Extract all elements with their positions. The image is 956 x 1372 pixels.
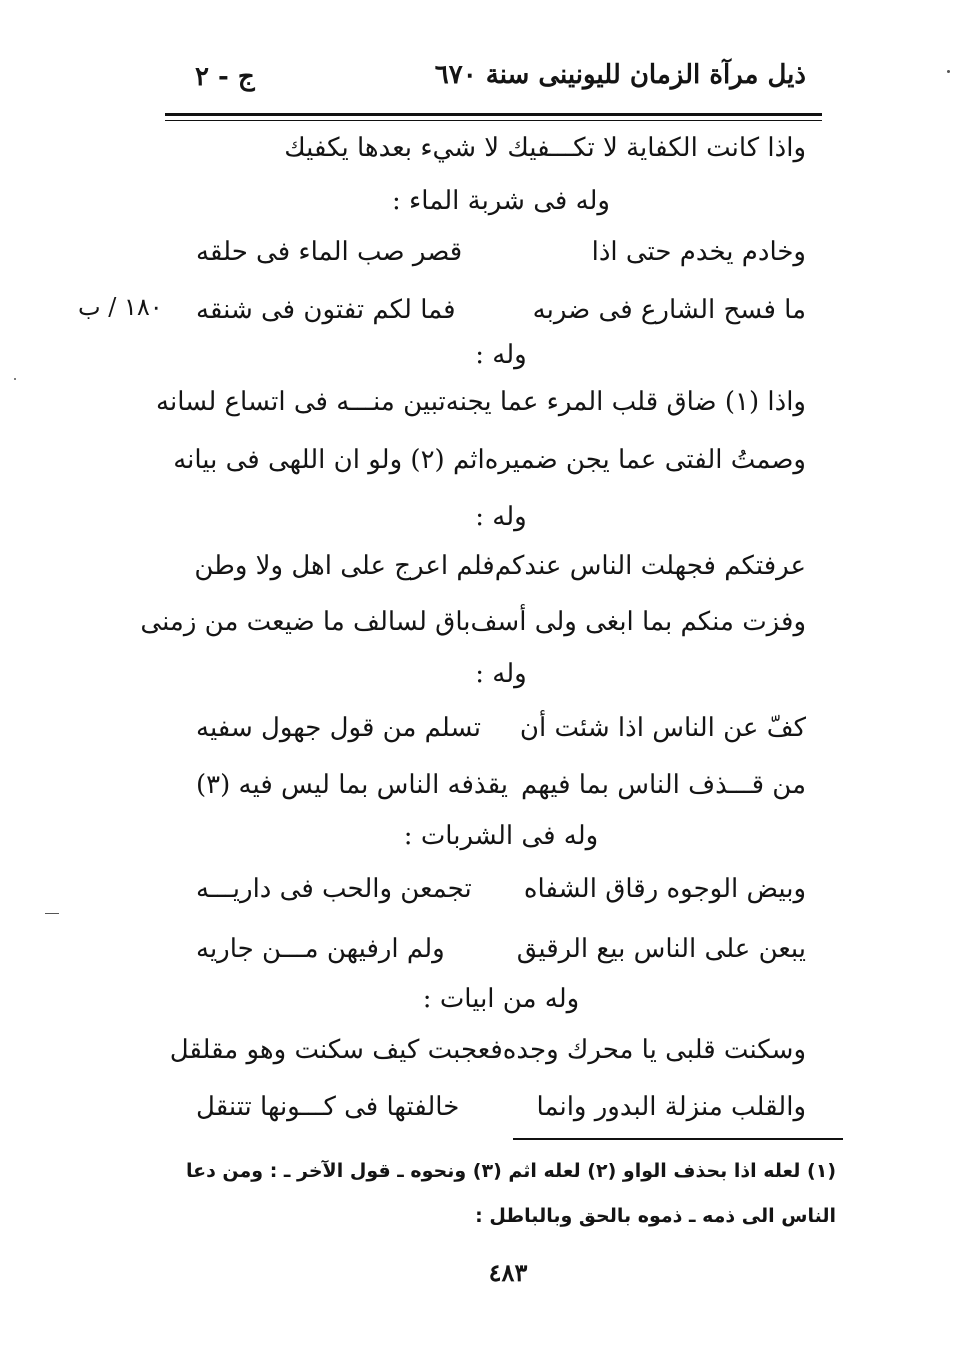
verse-line xyxy=(140,605,806,639)
verse-second-hemistich: تجمعن والحب فى داريـــه xyxy=(196,874,472,904)
footnote-line: (١) لعله اذا بحذف الواو (٢) لعله اثم (٣) ونحوه ـ قول الآخر ـ : ومن دعا xyxy=(185,1160,836,1182)
footnote-rule xyxy=(513,1138,843,1140)
verse-second-hemistich: اثم (٢) ولو ان اللهى فى بيانه xyxy=(173,445,485,475)
verse-line xyxy=(196,235,806,269)
verse-line xyxy=(196,711,806,745)
verse-first-hemistich: وسكنت قلبى يا محرك وجده xyxy=(502,1035,806,1065)
verse-second-hemistich: يقذفه الناس بما ليس فيه (٣) xyxy=(196,770,508,800)
section-heading: وله : xyxy=(475,340,527,370)
verse-first-hemistich: وفزت منكم بما ابغى ولى أسف xyxy=(470,607,806,637)
verse-second-hemistich: فما لكم تفتون فى شنقه xyxy=(196,295,456,325)
scan-speck xyxy=(45,913,59,914)
verse-first-hemistich: كفّ عن الناس اذا شئت أن xyxy=(519,713,806,743)
verse-first-hemistich: ما فسح الشارع فى ضربه xyxy=(532,295,806,325)
verse-line xyxy=(196,293,806,327)
verse-line xyxy=(196,768,806,802)
verse-second-hemistich: قصر صب الماء فى حلقه xyxy=(196,237,463,267)
section-heading: وله فى شربة الماء : xyxy=(392,186,610,216)
verse-second-hemistich: فلم اعرج على اهل ولا وطن xyxy=(194,551,495,581)
verse-second-hemistich: خالفتها فى كـــونها تتنقل xyxy=(196,1092,460,1122)
section-heading: وله من ابيات : xyxy=(422,984,580,1014)
verse-line xyxy=(156,385,806,419)
verse-second-hemistich: باق لسالف ما ضيعت من زمنى xyxy=(140,607,471,637)
header-rule xyxy=(165,113,822,116)
verse-line xyxy=(196,932,806,966)
verse-line xyxy=(173,443,806,477)
verse-first-hemistich: والقلب منزلة البدور وانما xyxy=(536,1092,806,1122)
volume-label: ج - ٢ xyxy=(195,62,255,92)
verse-first-hemistich: واذا (١) ضاق قلب المرء عما يجنه xyxy=(445,387,806,417)
verse-first-hemistich: عرفتكم فجهلت الناس عندكم xyxy=(494,551,806,581)
section-heading: وله فى الشربات : xyxy=(403,821,599,851)
verse-line xyxy=(196,872,806,906)
verse-second-hemistich: تبين منـــه فى اتساع لسانه xyxy=(156,387,446,417)
verse-line xyxy=(196,549,806,583)
verse-first-hemistich: وصمتُ الفتى عما يجن ضميره xyxy=(484,445,806,475)
scan-speck xyxy=(14,378,16,380)
header-rule-thin xyxy=(165,120,822,121)
verse-second-hemistich: ولم ارفيهن مـــن جاريه xyxy=(196,934,445,964)
verse-line xyxy=(196,1090,806,1124)
verse-first-hemistich: يبعن على الناس بيع الرقيق xyxy=(516,934,806,964)
verse-second-hemistich: تسلم من قول جهول سفيه xyxy=(196,713,481,743)
section-heading: وله : xyxy=(475,502,527,532)
verse-first-hemistich: من قـــذف الناس بما فيهم xyxy=(520,770,806,800)
page-number: ٤٨٣ xyxy=(488,1258,528,1287)
verse-second-hemistich: فعجبت كيف سكنت وهو مقلقل xyxy=(169,1035,503,1065)
folio-margin-note: ١٨٠ / ب xyxy=(78,293,163,321)
verse-first-hemistich: وخادم يخدم حتى اذا xyxy=(591,237,806,267)
running-title: ذيل مرآة الزمان لليونينى سنة ٦٧٠ xyxy=(434,60,806,90)
footnote-line: الناس الى ذمه ـ ذموه بالحق وبالباطل : xyxy=(475,1205,836,1227)
verse-line xyxy=(169,1033,806,1067)
verse-first-hemistich: وبيض الوجوه رقاق الشفاه xyxy=(523,874,806,904)
section-heading: وله : xyxy=(475,659,527,689)
scan-speck xyxy=(947,70,950,73)
prose-line: واذا كانت الكفاية لا تكـــفيك لا شيء بعدها يكفيك xyxy=(284,133,806,163)
